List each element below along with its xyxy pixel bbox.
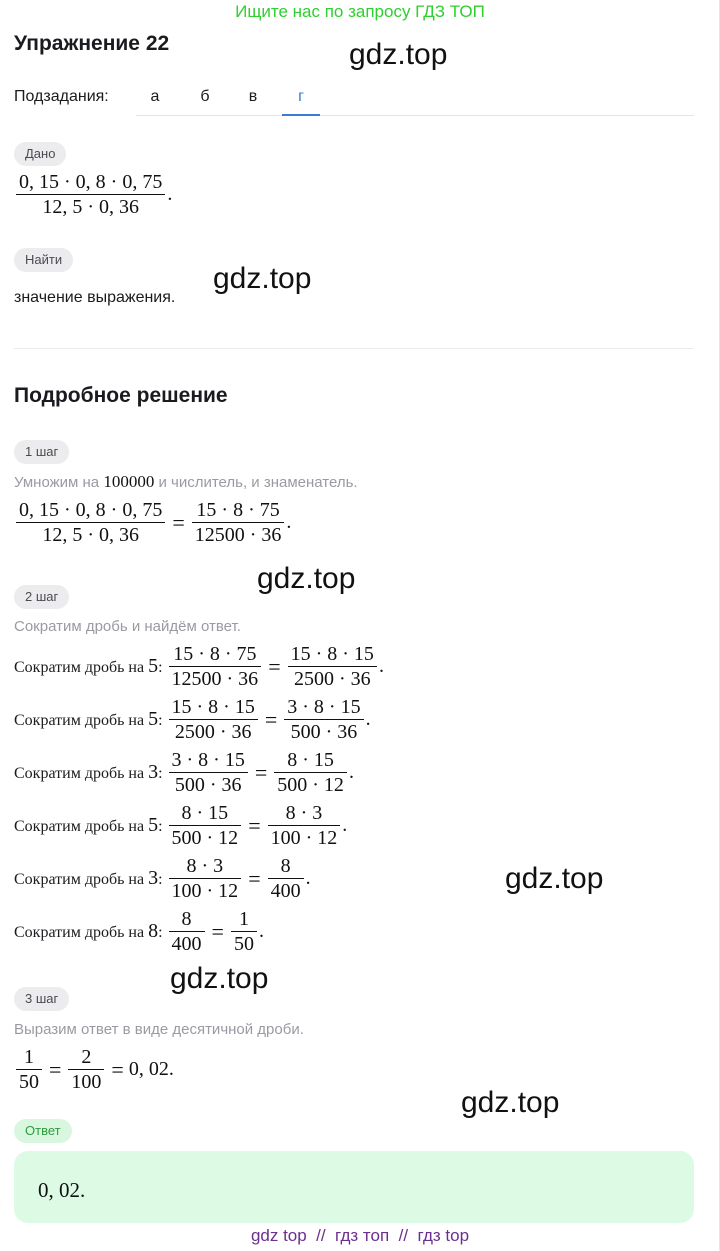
reduce-lead: Сократим дробь на 5: [14, 708, 163, 730]
reduce-lead-text: Сократим дробь на [14, 765, 149, 782]
reduce-line [14, 642, 384, 691]
fraction-numerator: 8 · 3 [285, 802, 323, 824]
reduce-factor: 8 [148, 920, 159, 942]
step1-equation [14, 498, 291, 547]
step1-text-before: Умножим на [14, 474, 104, 491]
fraction-numerator: 1 [24, 1046, 34, 1068]
fraction-denominator: 500 · 36 [169, 772, 248, 797]
fraction-denominator: 400 [268, 878, 304, 903]
reduce-lead: Сократим дробь на 3: [14, 761, 163, 783]
reduce-fraction-a [169, 854, 242, 903]
equals-sign: = [248, 865, 261, 891]
reduce-fraction-a [169, 907, 205, 956]
reduce-lead-text: Сократим дробь на [14, 818, 149, 835]
watermark: gdz.top [257, 562, 356, 595]
tab-a[interactable]: а [150, 88, 160, 105]
fraction-numerator: 2 [81, 1046, 92, 1068]
reduce-line [14, 907, 264, 956]
fraction-numerator: 8 [181, 908, 192, 930]
reduce-factor: 3 [148, 761, 159, 783]
reduce-fraction-b [284, 695, 363, 744]
equals-sign: = [211, 918, 224, 944]
equals-sign: = [111, 1056, 124, 1082]
line-tail: . [365, 708, 371, 730]
reduce-lead-text: Сократим дробь на [14, 712, 149, 729]
answer-value: 0, 02. [38, 1178, 86, 1202]
fraction-denominator: 500 · 12 [169, 825, 242, 850]
subtasks-underline [136, 115, 694, 116]
equals-sign: = [248, 812, 261, 838]
fraction-numerator: 3 · 8 · 15 [287, 696, 361, 718]
given-tail: . [167, 183, 173, 205]
top-banner[interactable]: Ищите нас по запросу ГДЗ ТОП [235, 2, 485, 21]
solution-heading: Подробное решение [14, 384, 228, 407]
reduce-fraction-a [169, 695, 258, 744]
reduce-lead: Сократим дробь на 5: [14, 814, 163, 836]
fraction-denominator: 500 · 12 [274, 772, 347, 797]
fraction-denominator: 100 · 12 [268, 825, 341, 850]
fraction-denominator: 400 [169, 931, 205, 956]
subtasks-label: Подзадания: [14, 88, 109, 105]
step1-rhs-numerator: 15 · 8 · 75 [196, 499, 280, 521]
step1-chip: 1 шаг [14, 440, 69, 464]
fraction-denominator: 50 [231, 931, 257, 956]
given-expression [14, 170, 172, 219]
step3-equation [14, 1045, 174, 1094]
fraction-numerator: 8 · 15 [287, 749, 334, 771]
fraction-denominator: 2500 · 36 [169, 719, 258, 744]
fraction-denominator: 2500 · 36 [288, 666, 377, 691]
given-numerator: 0, 15 · 0, 8 · 0, 75 [19, 171, 163, 193]
step1-rhs-denominator: 12500 · 36 [192, 522, 285, 547]
reduce-factor: 5 [148, 814, 159, 836]
reduce-lead: Сократим дробь на 8: [14, 920, 163, 942]
reduce-fraction-a [169, 801, 242, 850]
equals-sign: = [49, 1056, 62, 1082]
watermark: gdz.top [505, 862, 604, 895]
fraction-numerator: 15 · 8 · 15 [290, 643, 374, 665]
reduce-fraction-a [169, 642, 262, 691]
step3-fraction-a [16, 1045, 42, 1094]
reduce-factor: 5 [148, 708, 159, 730]
equals-sign: = [268, 653, 281, 679]
reduce-line [14, 748, 354, 797]
fraction-denominator: 12500 · 36 [169, 666, 262, 691]
reduce-fraction-b [268, 854, 304, 903]
tab-g[interactable]: г [282, 88, 320, 106]
reduce-fraction-b [288, 642, 377, 691]
step1-tail: . [286, 511, 292, 533]
reduce-factor: 3 [148, 867, 159, 889]
reduce-fraction-b [268, 801, 341, 850]
subtasks-bar [14, 86, 694, 116]
equals-sign: = [254, 759, 268, 785]
reduce-lead-text: Сократим дробь на [14, 871, 149, 888]
find-chip: Найти [14, 248, 73, 272]
line-tail: . [305, 867, 311, 889]
reduce-line [14, 854, 311, 903]
step1-lhs-numerator: 0, 15 · 0, 8 · 0, 75 [19, 499, 163, 521]
step1-text-after: и числитель, и знаменатель. [154, 474, 358, 491]
fraction-numerator: 3 · 8 · 15 [171, 749, 245, 771]
reduce-lead: Сократим дробь на 5: [14, 655, 163, 677]
step2-description: Сократим дробь и найдём ответ. [14, 618, 241, 635]
given-denominator: 12, 5 · 0, 36 [16, 194, 165, 219]
line-tail: . [258, 920, 264, 942]
step1-description [14, 472, 358, 492]
fraction-numerator: 1 [238, 908, 249, 930]
reduce-fraction-a [169, 748, 248, 797]
reduce-line [14, 695, 371, 744]
step3-description: Выразим ответ в виде десятичной дроби. [14, 1021, 304, 1038]
step3-result: 0, 02. [128, 1058, 174, 1080]
section-divider [14, 348, 694, 349]
fraction-numerator: 8 · 15 [181, 802, 229, 824]
fraction-denominator: 50 [16, 1069, 42, 1094]
step1-lhs-fraction [16, 498, 165, 547]
reduce-fraction-b [231, 907, 257, 956]
fraction-numerator: 15 · 8 · 75 [173, 643, 257, 665]
find-text: значение выражения. [14, 289, 176, 306]
fraction-numerator: 8 · 3 [186, 855, 224, 877]
equals-sign: = [264, 706, 278, 732]
step3-fraction-b [68, 1045, 104, 1094]
given-chip: Дано [14, 142, 66, 166]
reduce-lead: Сократим дробь на 3: [14, 867, 163, 889]
fraction-denominator: 500 · 36 [284, 719, 363, 744]
reduce-factor: 5 [148, 655, 159, 677]
fraction-denominator: 100 [68, 1069, 104, 1094]
tab-v[interactable]: в [248, 88, 258, 105]
step1-number: 100000 [103, 472, 155, 491]
answer-box [14, 1151, 694, 1223]
reduce-line [14, 801, 347, 850]
answer-chip: Ответ [14, 1119, 72, 1143]
step1-equals: = [172, 509, 185, 535]
step3-chip: 3 шаг [14, 987, 69, 1011]
footer-links[interactable]: gdz top // гдз топ // гдз top [250, 1226, 470, 1245]
watermark: gdz.top [349, 38, 448, 71]
page-title: Упражнение 22 [14, 32, 170, 55]
fraction-numerator: 8 [280, 855, 291, 877]
reduce-lead-text: Сократим дробь на [14, 659, 149, 676]
tab-b[interactable]: б [200, 88, 210, 105]
watermark: gdz.top [170, 962, 269, 995]
watermark: gdz.top [213, 262, 312, 295]
step1-rhs-fraction [192, 498, 285, 547]
fraction-numerator: 15 · 8 · 15 [171, 696, 255, 718]
line-tail: . [342, 814, 348, 836]
step1-lhs-denominator: 12, 5 · 0, 36 [16, 522, 165, 547]
reduce-lead-text: Сократим дробь на [14, 924, 149, 941]
fraction-denominator: 100 · 12 [169, 878, 242, 903]
watermark: gdz.top [461, 1086, 560, 1119]
given-fraction [16, 170, 165, 219]
line-tail: . [348, 761, 354, 783]
line-tail: . [378, 655, 384, 677]
reduce-fraction-b [274, 748, 347, 797]
step2-chip: 2 шаг [14, 585, 69, 609]
